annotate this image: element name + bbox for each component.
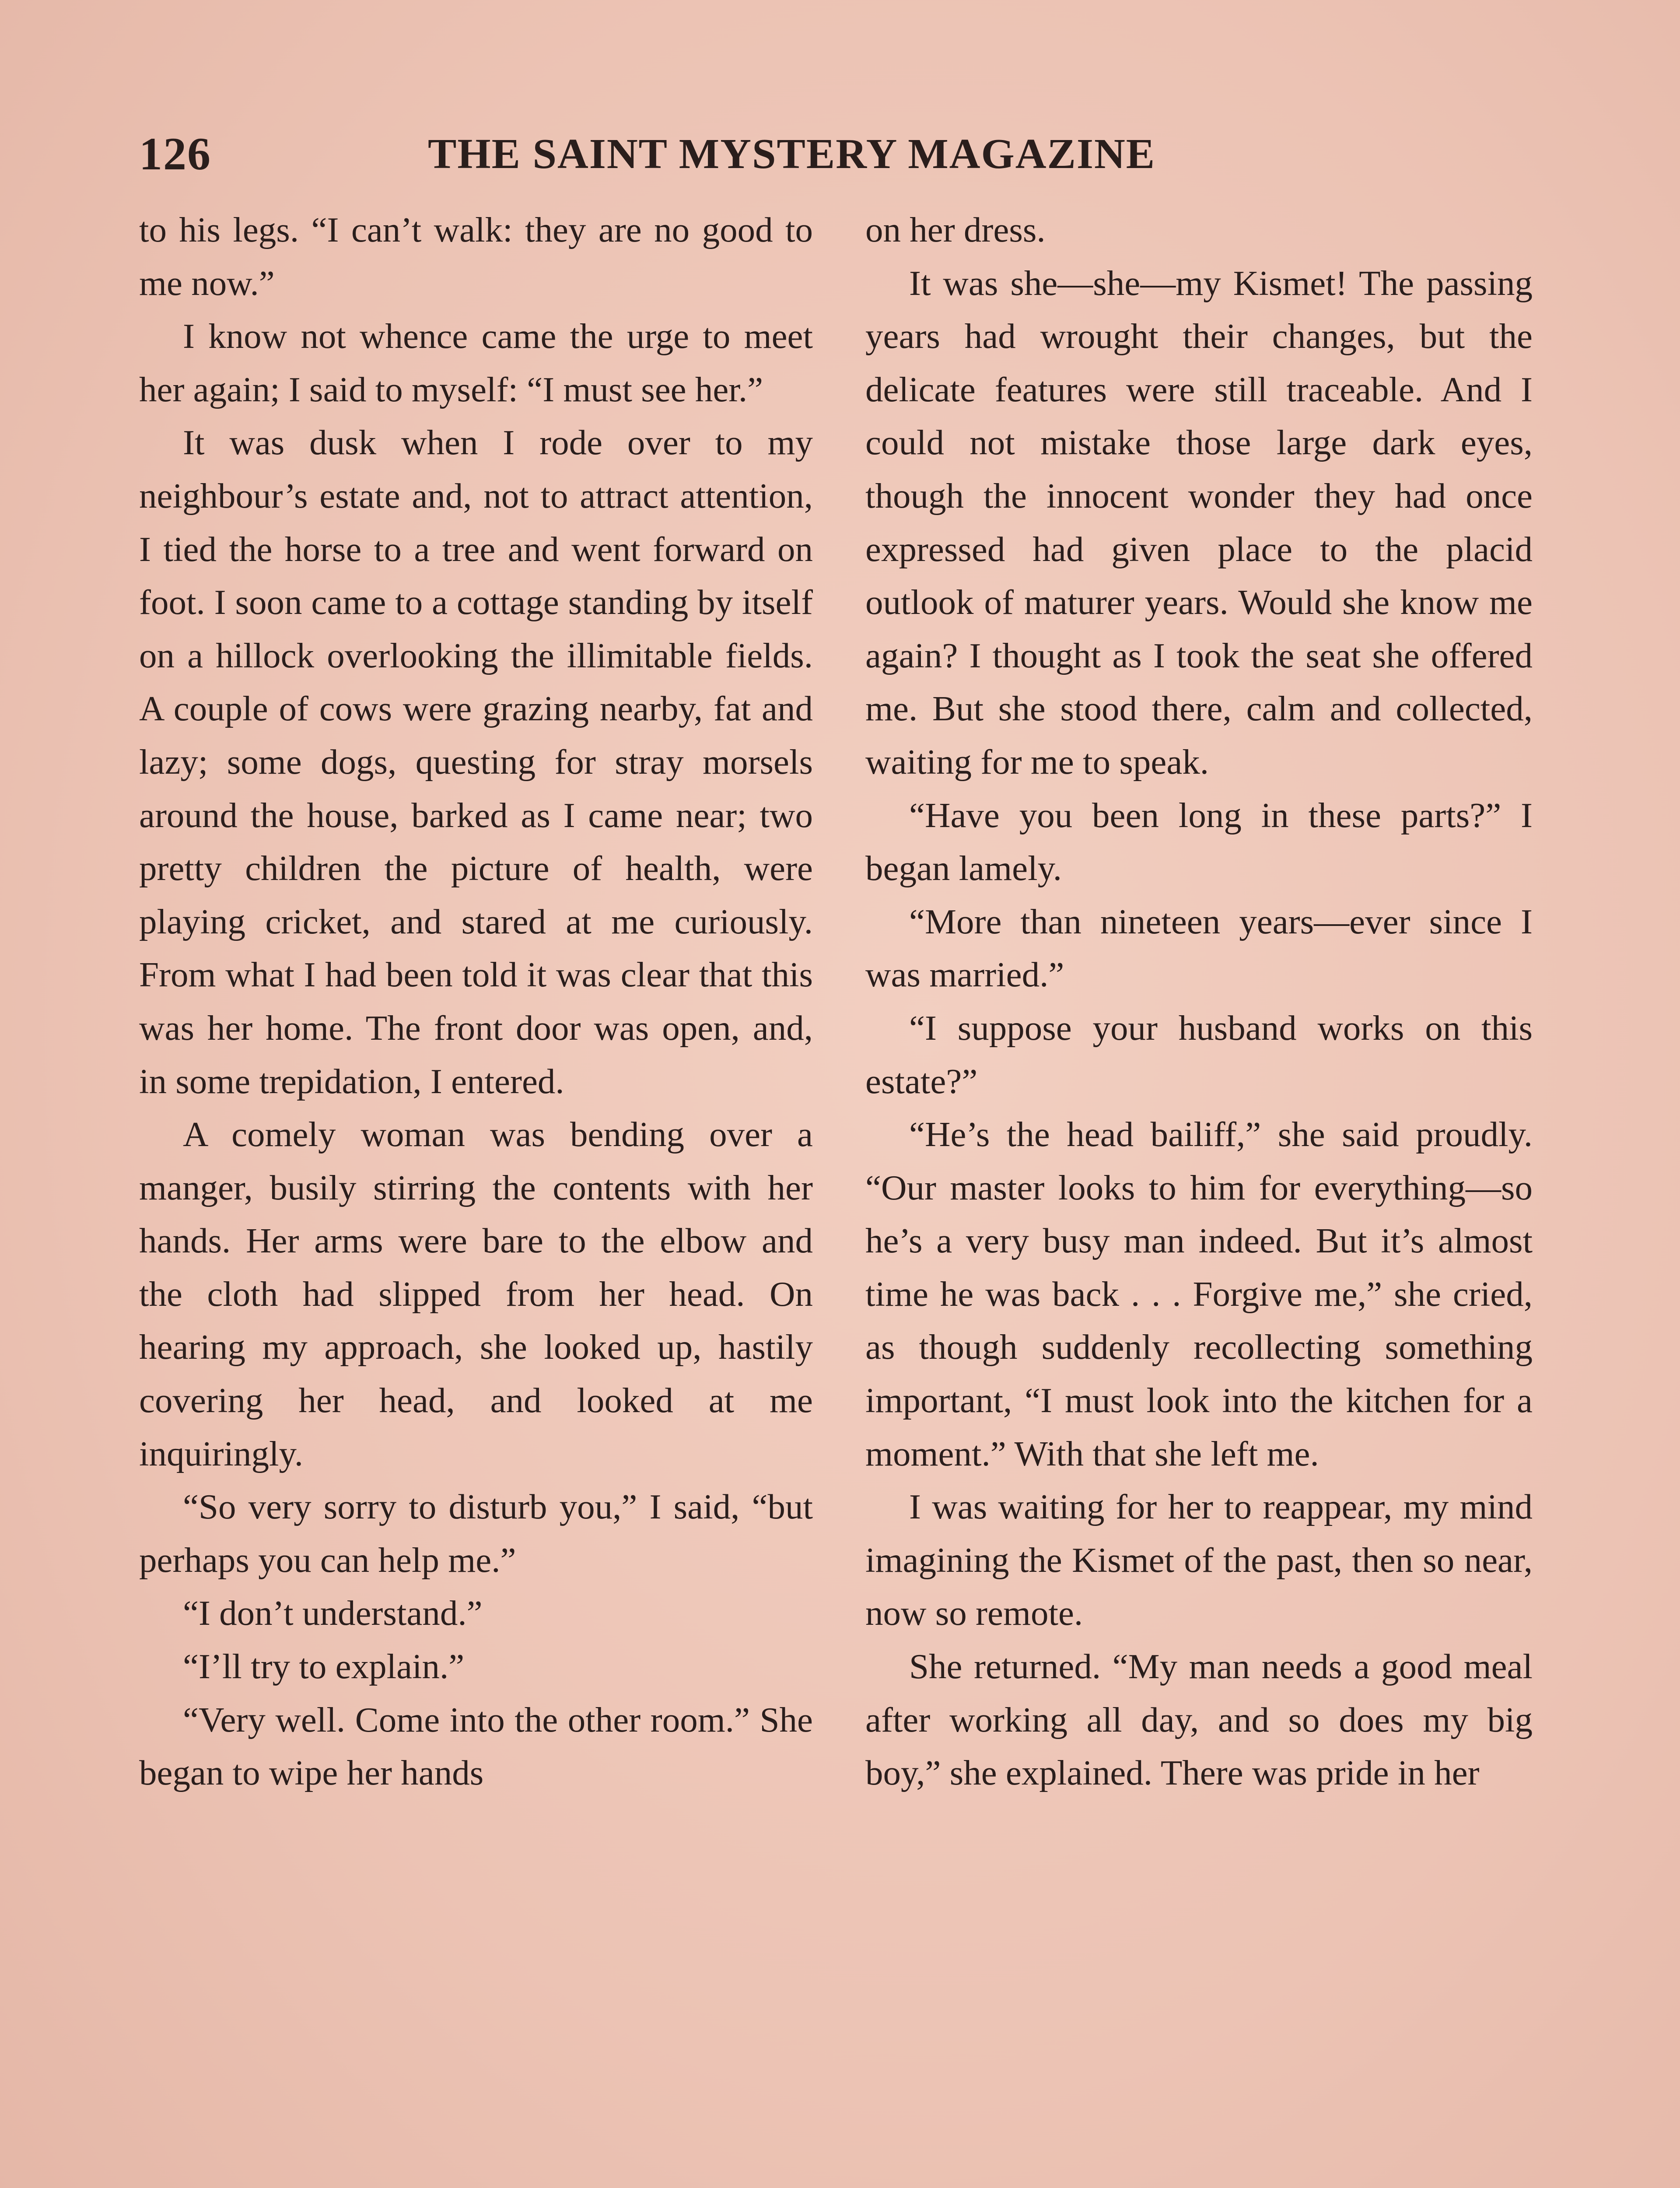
page-header (139, 123, 1242, 185)
paragraph: “Have you been long in these parts?” I began lamely. (865, 795, 1533, 888)
paragraph: “More than nineteen years—ever since I was married.” (865, 901, 1533, 995)
paragraph: on her dress. (865, 210, 1046, 249)
paragraph: She returned. “My man needs a good meal after working all day, and so does my big boy,” she explained. There was pride in her (865, 1647, 1533, 1793)
left-column (139, 203, 813, 1800)
paragraph: I was waiting for her to reappear, my mind imagining the Kismet of the past, then so near, now so remote. (865, 1487, 1533, 1633)
paragraph: I know not whence came the urge to meet her again; I said to myself: “I must see her.” (139, 316, 813, 409)
paragraph: “I’ll try to explain.” (183, 1647, 465, 1687)
paragraph: to his legs. “I can’t walk: they are no good to me now.” (139, 210, 813, 303)
paragraph: “He’s the head bailiff,” she said proudly. “Our master looks to him for everything—so he’s a very busy man indeed. But it’s almost time he was back . . . Forgive me,” she cried, as though suddenly recollecting something important, “I must look into the kitchen for a moment.” With that she left me. (865, 1115, 1533, 1473)
paragraph: It was she—she—my Kismet! The passing years had wrought their changes, but the delicate features were still traceable. And I could not mistake those large dark eyes, though the innocent wonder they had once expressed had given place to the placid outlook of maturer years. Would she know me again? I thought as I took the seat she offered me. But she stood there, calm and collected, waiting for me to speak. (865, 263, 1533, 782)
paragraph: A comely woman was bending over a manger, busily stirring the contents with her hands. Her arms were bare to the elbow and the cloth had slipped from her head. On hearing my approach, she looked up, hastily covering her head, and looked at me inquiringly. (139, 1115, 813, 1473)
paragraph: “So very sorry to disturb you,” I said, “but perhaps you can help me.” (139, 1487, 813, 1580)
paragraph: It was dusk when I rode over to my neighbour’s estate and, not to attract attention, I tied the horse to a tree and went forward on foot. I soon came to a cottage standing by itself on a hillock overlooking the illimitable fields. A couple of cows were grazing nearby, fat and lazy; some dogs, questing for stray morsels around the house, barked as I came near; two pretty children the picture of health, were playing cricket, and stared at me curiously. From what I had been told it was clear that this was her home. The front door was open, and, in some trepidation, I entered. (139, 423, 813, 1101)
paragraph: “Very well. Come into the other room.” She began to wipe her hands (139, 1700, 813, 1793)
paragraph: “I don’t understand.” (183, 1593, 483, 1633)
page-number: 126 (139, 128, 211, 179)
right-column (865, 203, 1533, 1800)
running-title: THE SAINT MYSTERY MAGAZINE (428, 130, 1156, 178)
paragraph: “I suppose your husband works on this estate?” (865, 1008, 1533, 1101)
